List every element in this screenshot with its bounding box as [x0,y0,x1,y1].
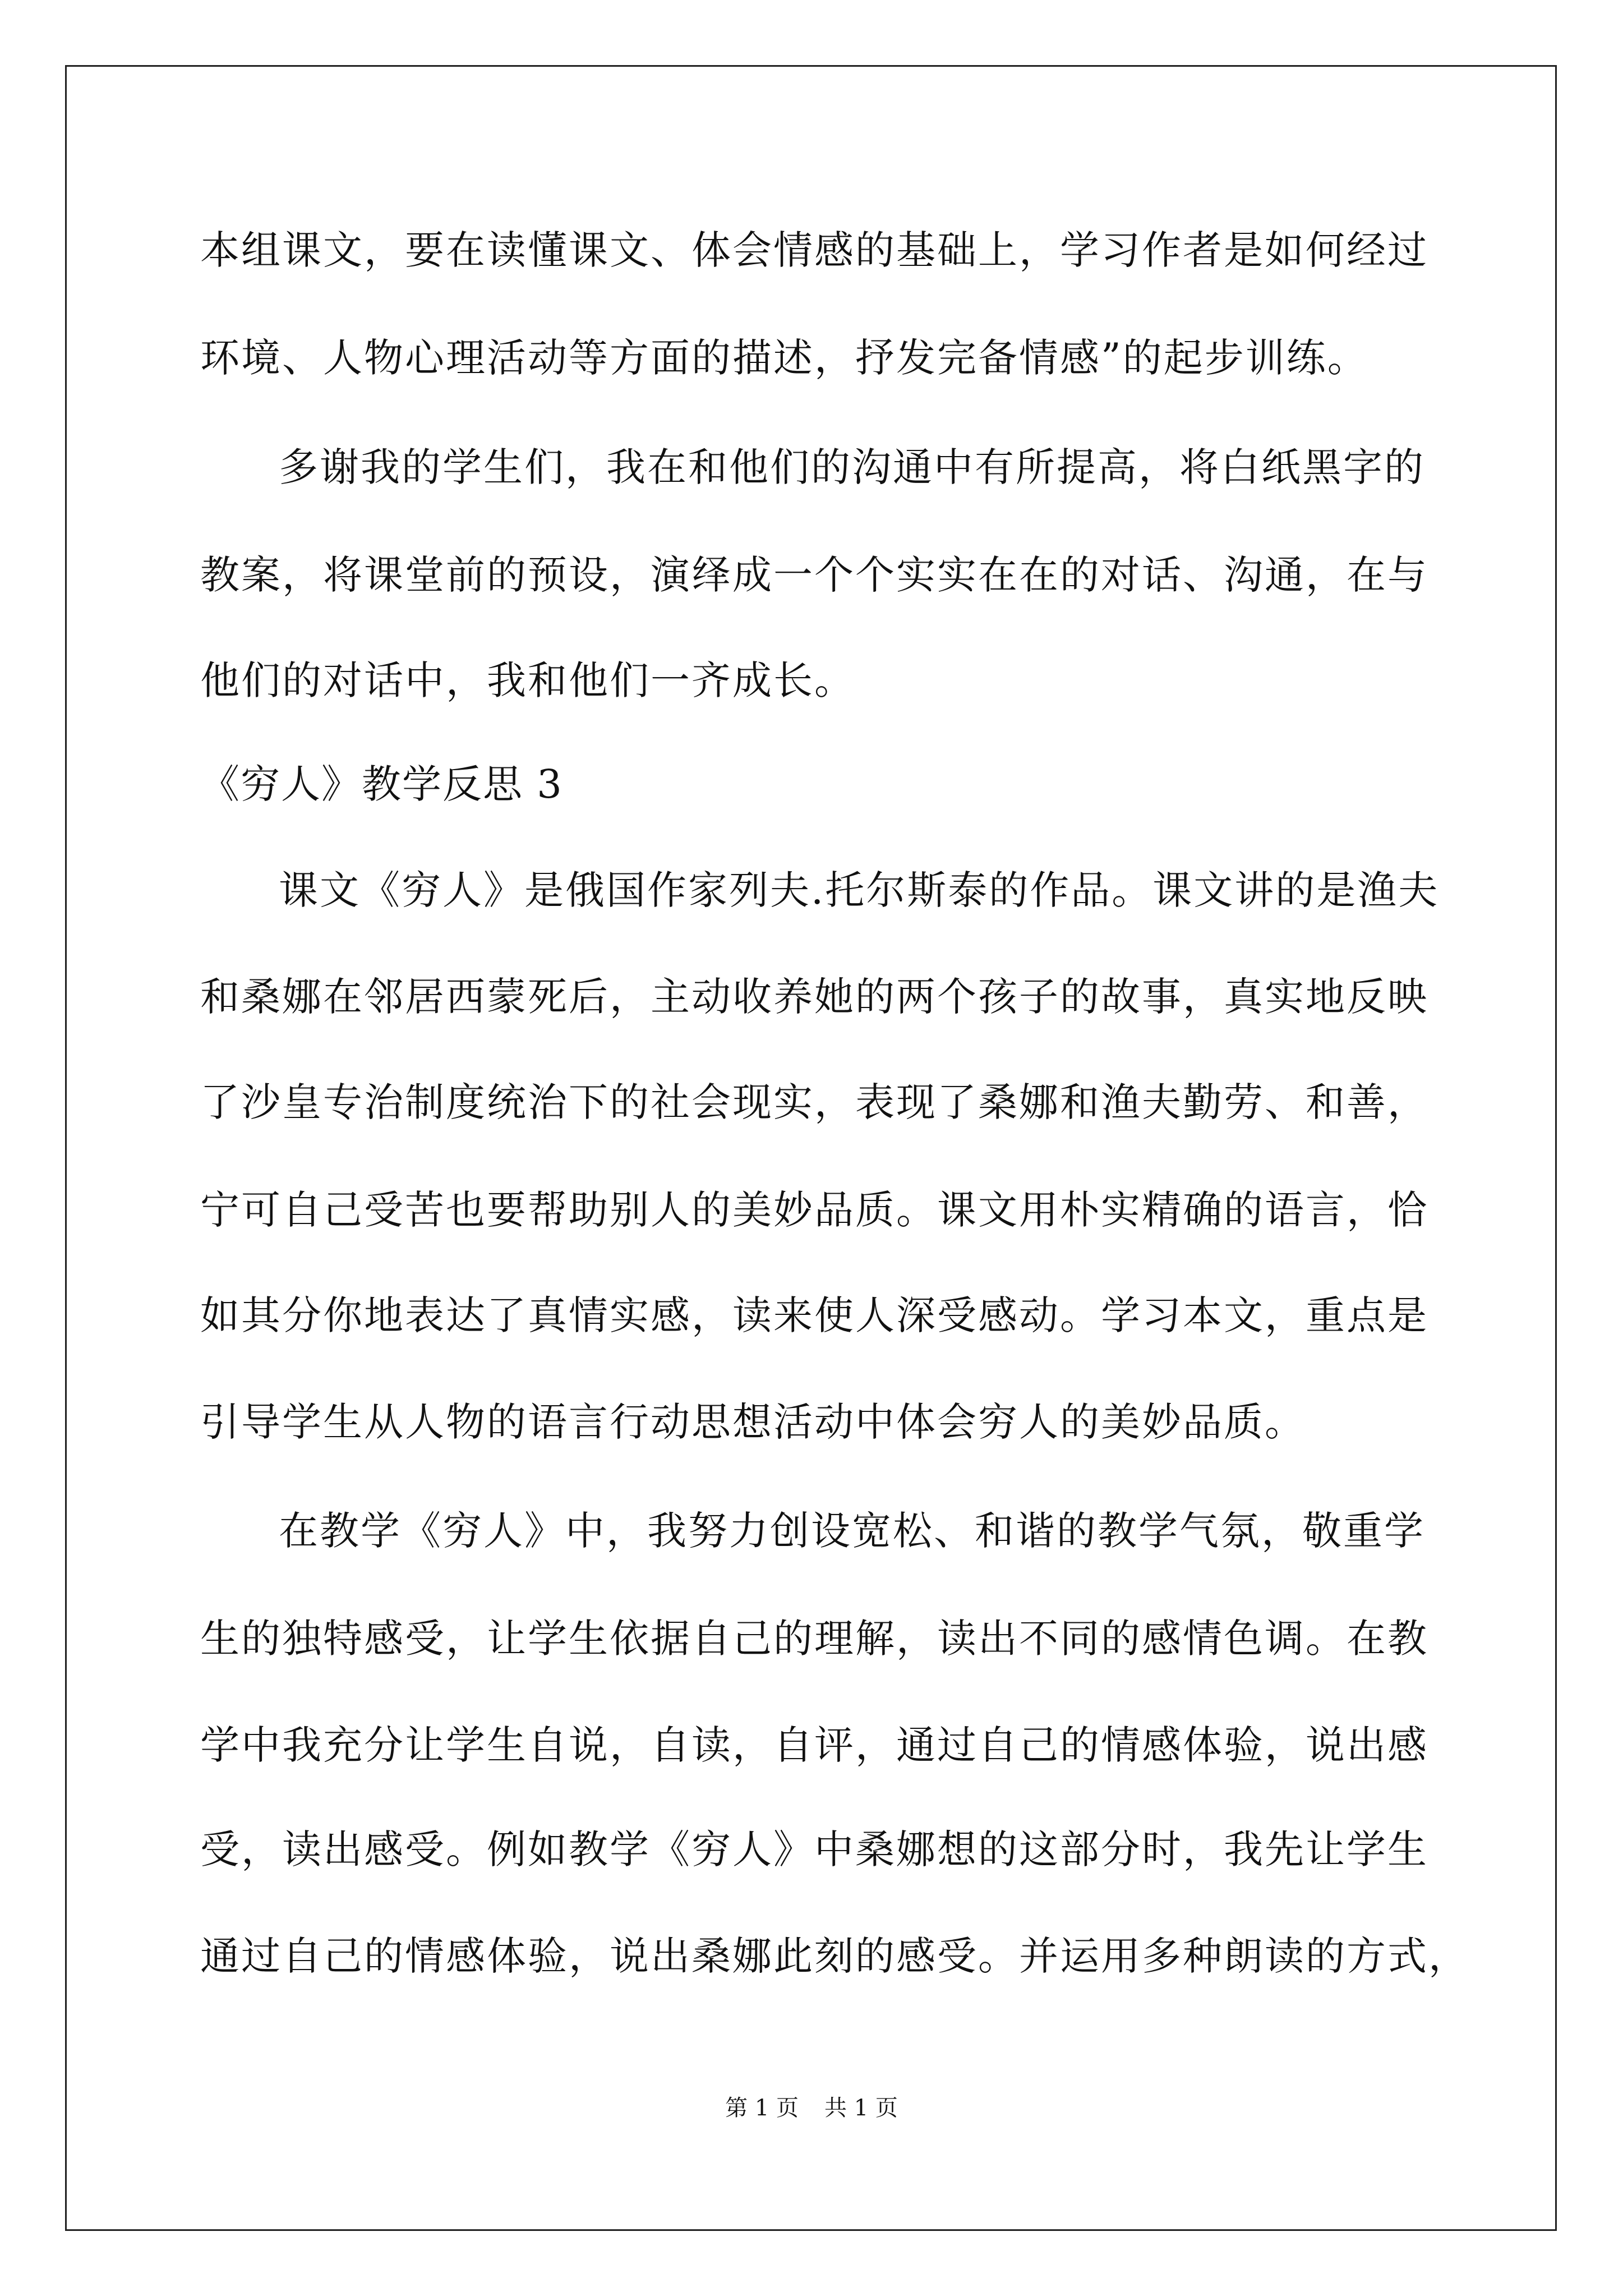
text-line-14: 生的独特感受，让学生依据自己的理解，读出不同的感情色调。在教 [200,1616,1428,1662]
section-heading: 《穷人》教学反思 3 [200,761,563,807]
text-line-11: 如其分你地表达了真情实感，读来使人深受感动。学习本文，重点是 [200,1292,1428,1338]
text-line-4: 教案，将课堂前的预设，演绎成一个个实实在在的对话、沟通，在与 [200,552,1428,598]
text-line-1: 本组课文，要在读懂课文、体会情感的基础上，学习作者是如何经过 [200,227,1428,273]
text-line-12: 引导学生从人物的语言行动思想活动中体会穷人的美妙品质。 [200,1399,1306,1445]
page-border [65,65,1557,2231]
text-line-5: 他们的对话中，我和他们一齐成长。 [200,657,855,703]
page-number: 第 1 页 [725,2095,799,2121]
page-total: 共 1 页 [824,2095,898,2121]
text-line-8: 和桑娜在邻居西蒙死后，主动收养她的两个孩子的故事，真实地反映 [200,974,1428,1020]
text-line-10: 宁可自己受苦也要帮助别人的美妙品质。课文用朴实精确的语言，恰 [200,1187,1428,1233]
text-line-9: 了沙皇专治制度统治下的社会现实，表现了桑娜和渔夫勤劳、和善， [200,1079,1428,1125]
text-line-17: 通过自己的情感体验，说出桑娜此刻的感受。并运用多种朗读的方式， [200,1933,1469,1979]
text-line-13: 在教学《穷人》中，我努力创设宽松、和谐的教学气氛，敬重学 [279,1508,1425,1554]
text-line-15: 学中我充分让学生自说，自读，自评，通过自己的情感体验，说出感 [200,1722,1428,1768]
text-line-16: 受，读出感受。例如教学《穷人》中桑娜想的这部分时，我先让学生 [200,1826,1428,1872]
text-line-7: 课文《穷人》是俄国作家列夫.托尔斯泰的作品。课文讲的是渔夫 [279,867,1440,913]
text-line-3: 多谢我的学生们，我在和他们的沟通中有所提高，将白纸黑字的 [279,444,1425,490]
page-footer [0,2092,1623,2124]
text-line-2: 环境、人物心理活动等方面的描述，抒发完备情感”的起步训练。 [200,335,1368,381]
